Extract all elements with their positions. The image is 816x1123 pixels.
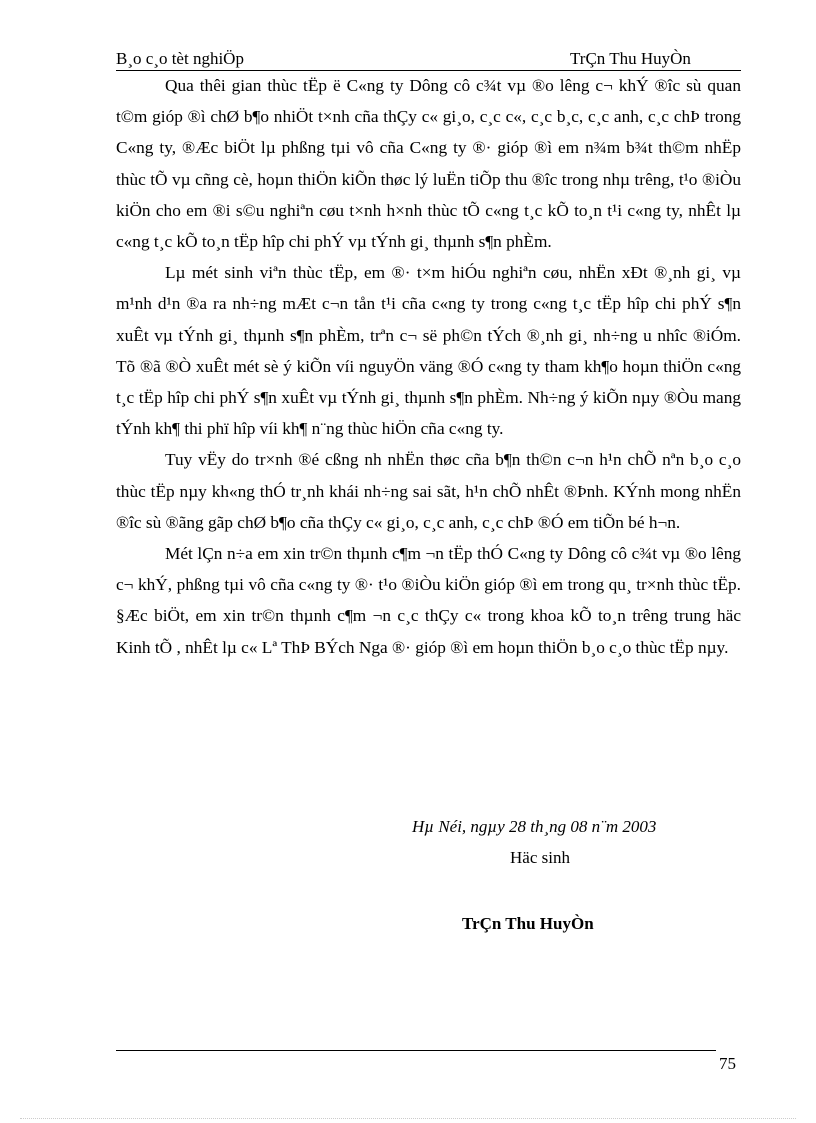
page-header: [116, 48, 741, 71]
paragraph: Qua thêi gian thùc tËp ë C«ng ty Dông cô c¾t vµ ®o lêng c¬ khÝ ®îc sù quan t©m gióp ®ì chØ b¶o nhiÖt t×nh cña thÇy c« gi¸o, c¸c c«, c¸c b¸c, c¸c anh, c¸c chÞ trong C«ng ty, ®Æc biÖt lµ phßng tµi vô cña C«ng ty ®· gióp ®ì em n¾m b¾t th©m nhËp thùc tÕ vµ cñng cè, hoµn thiÖn kiÕn thøc lý luËn tiÕp thu ®îc trong nhµ trêng, t¹o ®iÒu kiÖn cho em ®i s©u nghiªn cøu t×nh h×nh thùc tÕ c«ng t¸c kÕ to¸n t¹i c«ng ty, nhÊt lµ c«ng t¸c kÕ to¸n tËp hîp chi phÝ vµ tÝnh gi¸ thµnh s¶n phÈm.: [116, 76, 741, 252]
paragraph: Mét lÇn n÷a em xin tr©n thµnh c¶m ¬n tËp thÓ C«ng ty Dông cô c¾t vµ ®o lêng c¬ khÝ, phßng tµi vô cña c«ng ty ®· t¹o ®iÒu kiÖn gióp ®ì em trong qu¸ tr×nh thùc tËp. §Æc biÖt, em xin tr©n thµnh c¶m ¬n c¸c thÇy c« trong khoa kÕ to¸n trêng trung häc Kinh tÕ , nhÊt lµ c« Lª ThÞ BÝch Nga ®· gióp ®ì em hoµn thiÖn b¸o c¸o thùc tËp nµy.: [116, 544, 741, 657]
page-edge-divider: [20, 1118, 796, 1119]
report-title: B¸o c¸o tèt nghiÖp: [116, 49, 244, 68]
signature-name: TrÇn Thu HuyÒn: [462, 914, 594, 933]
author-name: TrÇn Thu HuyÒn: [570, 49, 691, 68]
page-number: 75: [719, 1054, 736, 1073]
closing-date: Hµ Néi, ngµy 28 th¸ng 08 n¨m 2003: [412, 817, 657, 836]
document-body: [116, 70, 741, 663]
paragraph: Tuy vËy do tr×nh ®é cßng nh nhËn thøc cña b¶n th©n c¬n h¹n chÕ nªn b¸o c¸o thùc tËp nµy kh«ng thÓ tr¸nh khái nh÷ng sai sãt, h¹n chÕ nhÊt ®Þnh. KÝnh mong nhËn ®îc sù ®ãng gãp chØ b¶o cña thÇy c« gi¸o, c¸c anh, c¸c chÞ ®Ó em tiÕn bé h¬n.: [116, 450, 741, 532]
footer-divider: [116, 1050, 716, 1051]
paragraph: Lµ mét sinh viªn thùc tËp, em ®· t×m hiÓu nghiªn cøu, nhËn xÐt ®¸nh gi¸ vµ m¹nh d¹n ®a ra nh÷ng mÆt c¬n tån t¹i cña c«ng ty trong c«ng t¸c tËp hîp chi phÝ s¶n xuÊt vµ tÝnh gi¸ thµnh s¶n phÈm, trªn c¬ së ph©n tÝch ®¸nh gi¸ nh÷ng u nhîc ®iÓm. Tõ ®ã ®Ò xuÊt mét sè ý kiÕn víi nguyÖn väng ®Ó c«ng ty tham kh¶o hoµn thiÖn c«ng t¸c tËp hîp chi phÝ s¶n xuÊt vµ tÝnh gi¸ thµnh s¶n phÈm. Nh÷ng ý kiÕn nµy ®Òu mang tÝnh kh¶ thi phï hîp víi kh¶ n¨ng thùc hiÖn cña c«ng ty.: [116, 263, 741, 439]
closing-role: Häc sinh: [510, 848, 570, 867]
